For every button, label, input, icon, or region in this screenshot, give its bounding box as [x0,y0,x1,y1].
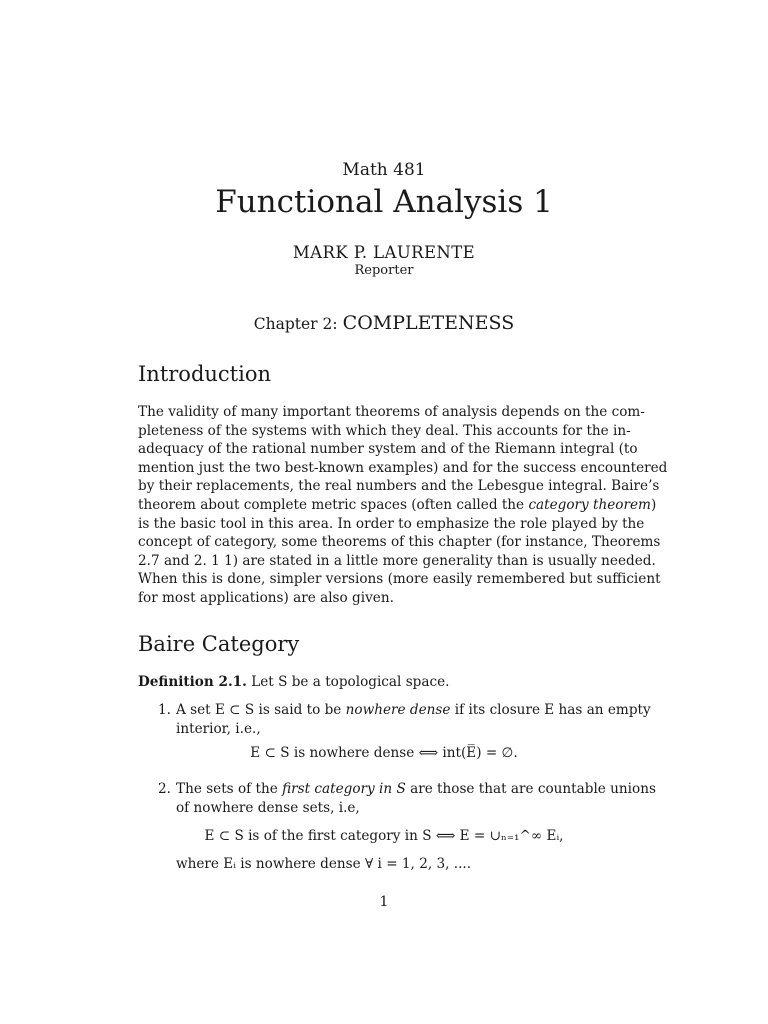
paragraph-text: theorem about complete metric spaces (often called the [138,496,529,513]
paragraph-line: concept of category, some theorems of this chapter (for instance, Theorems [138,534,661,551]
page-number: 1 [379,894,389,910]
list-item-text-part: The sets of the [176,781,283,797]
chapter-title: COMPLETENESS [342,312,515,334]
list-item-text [176,701,651,738]
author-role: Reporter [354,263,414,278]
list-item-number: 2. [158,781,171,797]
list-item-text [176,780,656,817]
emphasized-term: category theorem [528,496,651,513]
section-heading-introduction: Introduction [138,362,271,386]
emphasized-term: nowhere dense [345,702,451,718]
formula-condition: where Eᵢ is nowhere dense ∀ i = 1, 2, 3, .... [176,856,472,872]
section-heading-baire-category: Baire Category [138,632,300,656]
chapter-heading [0,312,768,334]
definition-text: Let S be a topological space. [246,674,450,690]
list-item-number: 1. [158,702,171,718]
paragraph-line: 2.7 and 2. 1 1) are stated in a little more generality than is usually needed. [138,552,656,569]
list-item-text-part: are those that are countable unions [405,781,656,797]
paragraph-line: pleteness of the systems with which they deal. This accounts for the in- [138,422,631,439]
chapter-label: Chapter 2: [253,315,338,333]
paragraph-line: mention just the two best-known examples) and for the success encountered [138,459,668,476]
author-name: MARK P. LAURENTE [292,243,476,262]
paragraph-line [138,496,657,515]
introduction-paragraph [138,403,668,608]
display-formula: E ⊂ S is of the first category in S ⟺ E = ∪ₙ₌₁^∞ Eᵢ, [204,828,564,844]
paragraph-line: The validity of many important theorems of analysis depends on the com- [138,404,645,420]
list-item-text-part: if its closure E has an empty [450,702,651,718]
course-code: Math 481 [342,160,426,180]
list-item-line [176,701,651,720]
list-item-line: of nowhere dense sets, i.e, [176,799,360,816]
paragraph-text: ) [650,496,657,513]
definition-statement [138,674,449,690]
definition-label: Definition 2.1. [138,674,247,690]
list-item-line: interior, i.e., [176,720,261,737]
display-formula: E ⊂ S is nowhere dense ⟺ int(E̅) = ∅. [250,745,518,761]
document-title: Functional Analysis 1 [215,184,553,220]
paragraph-line: by their replacements, the real numbers and the Lebesgue integral. Baire’s [138,478,660,495]
paragraph-line: When this is done, simpler versions (more easily remembered but sufficient [138,571,661,588]
emphasized-term: first category in S [282,781,406,797]
paragraph-line: adequacy of the rational number system and of the Riemann integral (to [138,441,638,458]
list-item-text-part: A set E ⊂ S is said to be [176,702,346,718]
list-item-line [176,780,656,799]
paragraph-line: is the basic tool in this area. In order to emphasize the role played by the [138,515,645,532]
paragraph-line: for most applications) are also given. [138,589,394,606]
